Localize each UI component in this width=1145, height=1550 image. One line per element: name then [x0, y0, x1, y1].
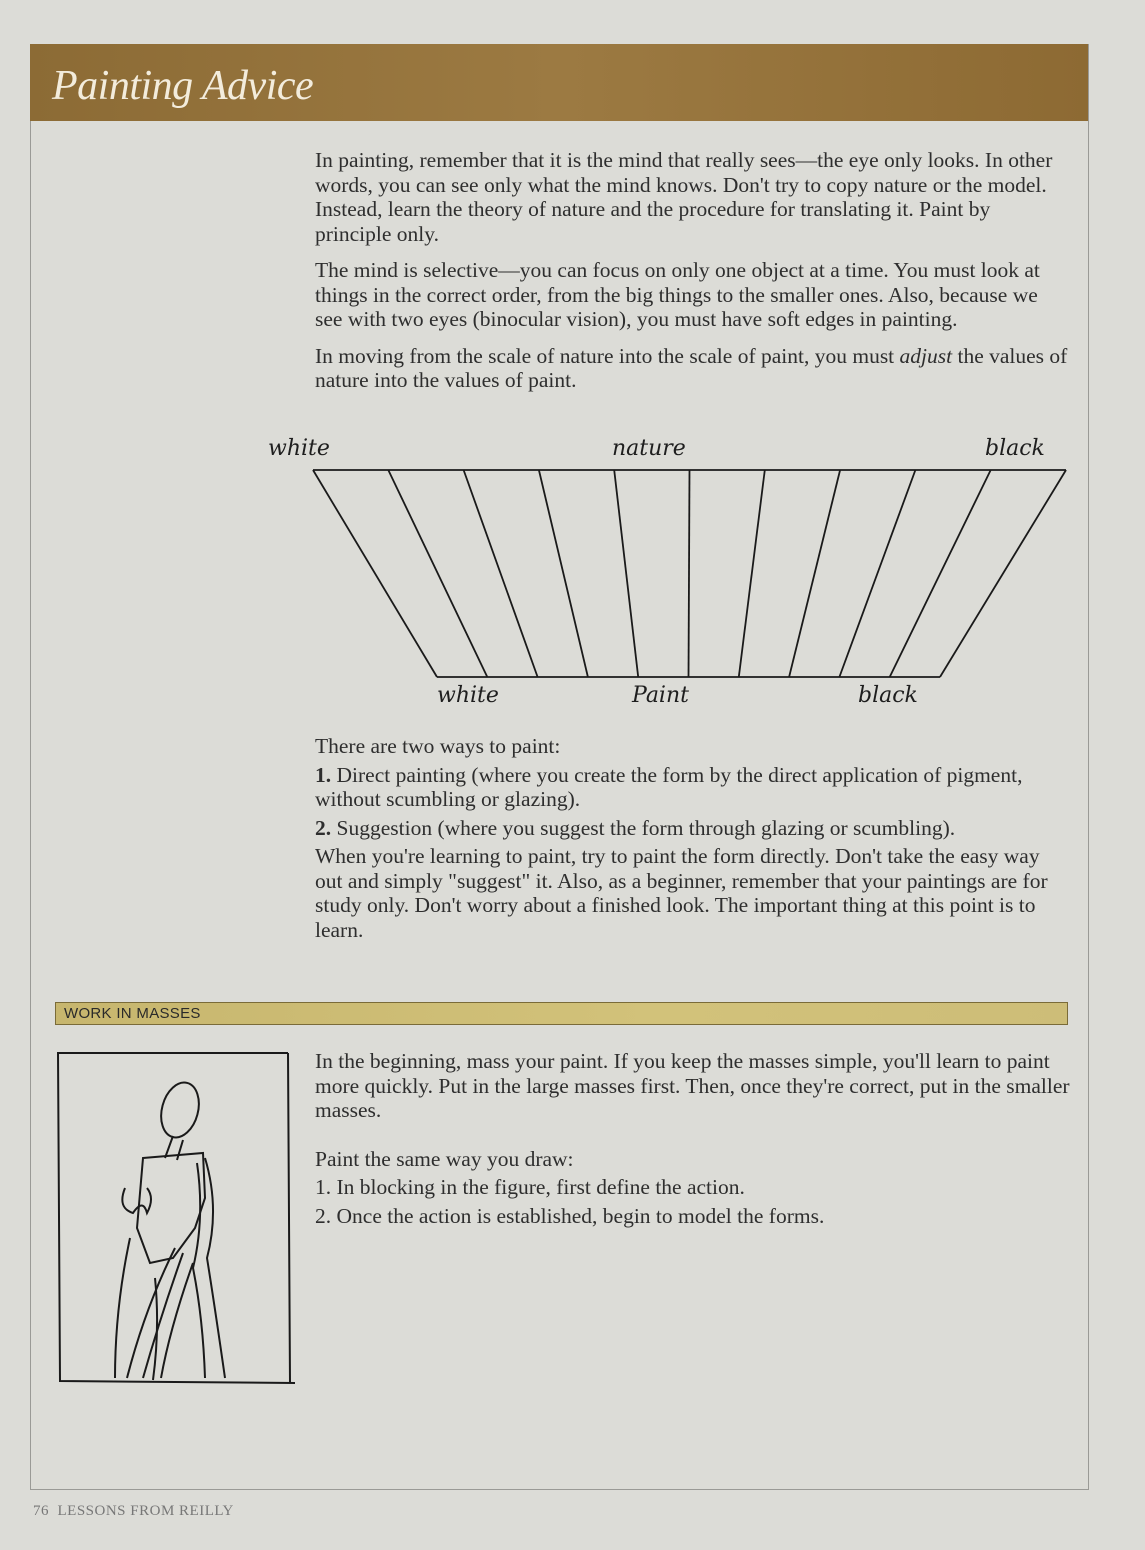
label-paint: Paint	[632, 683, 689, 708]
chapter-header	[30, 44, 1088, 121]
list-item	[315, 816, 1070, 841]
paragraph: When you're learning to paint, try to paint the form directly. Don't take the easy way out and simply "suggest" it. Also, as a beginner, remember that your paintings are for study only. Don't worry about a finished look. The important thing at this point is to learn.	[315, 844, 1048, 942]
scale-divider	[539, 470, 588, 677]
scale-divider	[789, 470, 840, 677]
scale-divider	[689, 470, 690, 677]
figure-sketch	[55, 1048, 300, 1388]
list-item: 1. In blocking in the figure, first define the action.	[315, 1175, 745, 1199]
value-scale-diagram	[0, 430, 1145, 720]
scale-divider	[313, 470, 437, 677]
paragraph	[315, 344, 1070, 393]
paragraph: The mind is selective—you can focus on only one object at a time. You must look at things in the correct order, from the big things to the smaller ones. Also, because we see with two eyes (binocular vision), you must have soft edges in painting.	[315, 258, 1040, 331]
paragraph: In the beginning, mass your paint. If you keep the masses simple, you'll learn to paint more quickly. Put in the large masses first. Then, once they're correct, put in the smaller masses.	[315, 1049, 1070, 1122]
page-title: Painting Advice	[52, 63, 314, 109]
ways-text	[315, 734, 1070, 946]
text: the values of nature into the values of paint.	[315, 343, 1068, 392]
label-nature-white: white	[268, 436, 330, 461]
list-number: 1.	[315, 762, 332, 787]
page-footer	[33, 1503, 234, 1520]
list-number: 2.	[315, 815, 332, 840]
list-item	[315, 763, 1070, 812]
masses-text	[315, 1049, 1070, 1232]
scale-divider	[388, 470, 487, 677]
list-text: Suggestion (where you suggest the form through glazing or scumbling).	[331, 815, 956, 840]
scale-divider	[739, 470, 765, 677]
paragraph: There are two ways to paint:	[315, 734, 561, 758]
emphasis: adjust	[899, 343, 953, 368]
list-item: 2. Once the action is established, begin to model the forms.	[315, 1203, 825, 1228]
label-nature-black: black	[985, 436, 1045, 461]
label-paint-white: white	[437, 683, 499, 708]
list-text: Direct painting (where you create the form by the direct application of pigment, without scumbling or glazing).	[315, 762, 1023, 811]
scale-divider	[940, 470, 1066, 677]
label-nature: nature	[612, 436, 686, 461]
section-title: WORK IN MASSES	[64, 1005, 201, 1022]
scale-divider	[614, 470, 638, 677]
label-paint-black: black	[858, 683, 918, 708]
paragraph: In painting, remember that it is the mind that really sees—the eye only looks. In other words, you can see only what the mind knows. Don't try to copy nature or the model. Instead, learn the theory of nature and the procedure for translating it. Paint by principle only.	[315, 148, 1053, 246]
section-bar	[55, 1002, 1068, 1025]
scale-divider	[464, 470, 538, 677]
page-number: 76	[33, 1503, 49, 1519]
intro-text	[315, 148, 1070, 405]
paragraph: Paint the same way you draw:	[315, 1146, 574, 1171]
running-title: LESSONS FROM REILLY	[57, 1503, 234, 1519]
text: In moving from the scale of nature into the scale of paint, you must	[315, 343, 900, 368]
